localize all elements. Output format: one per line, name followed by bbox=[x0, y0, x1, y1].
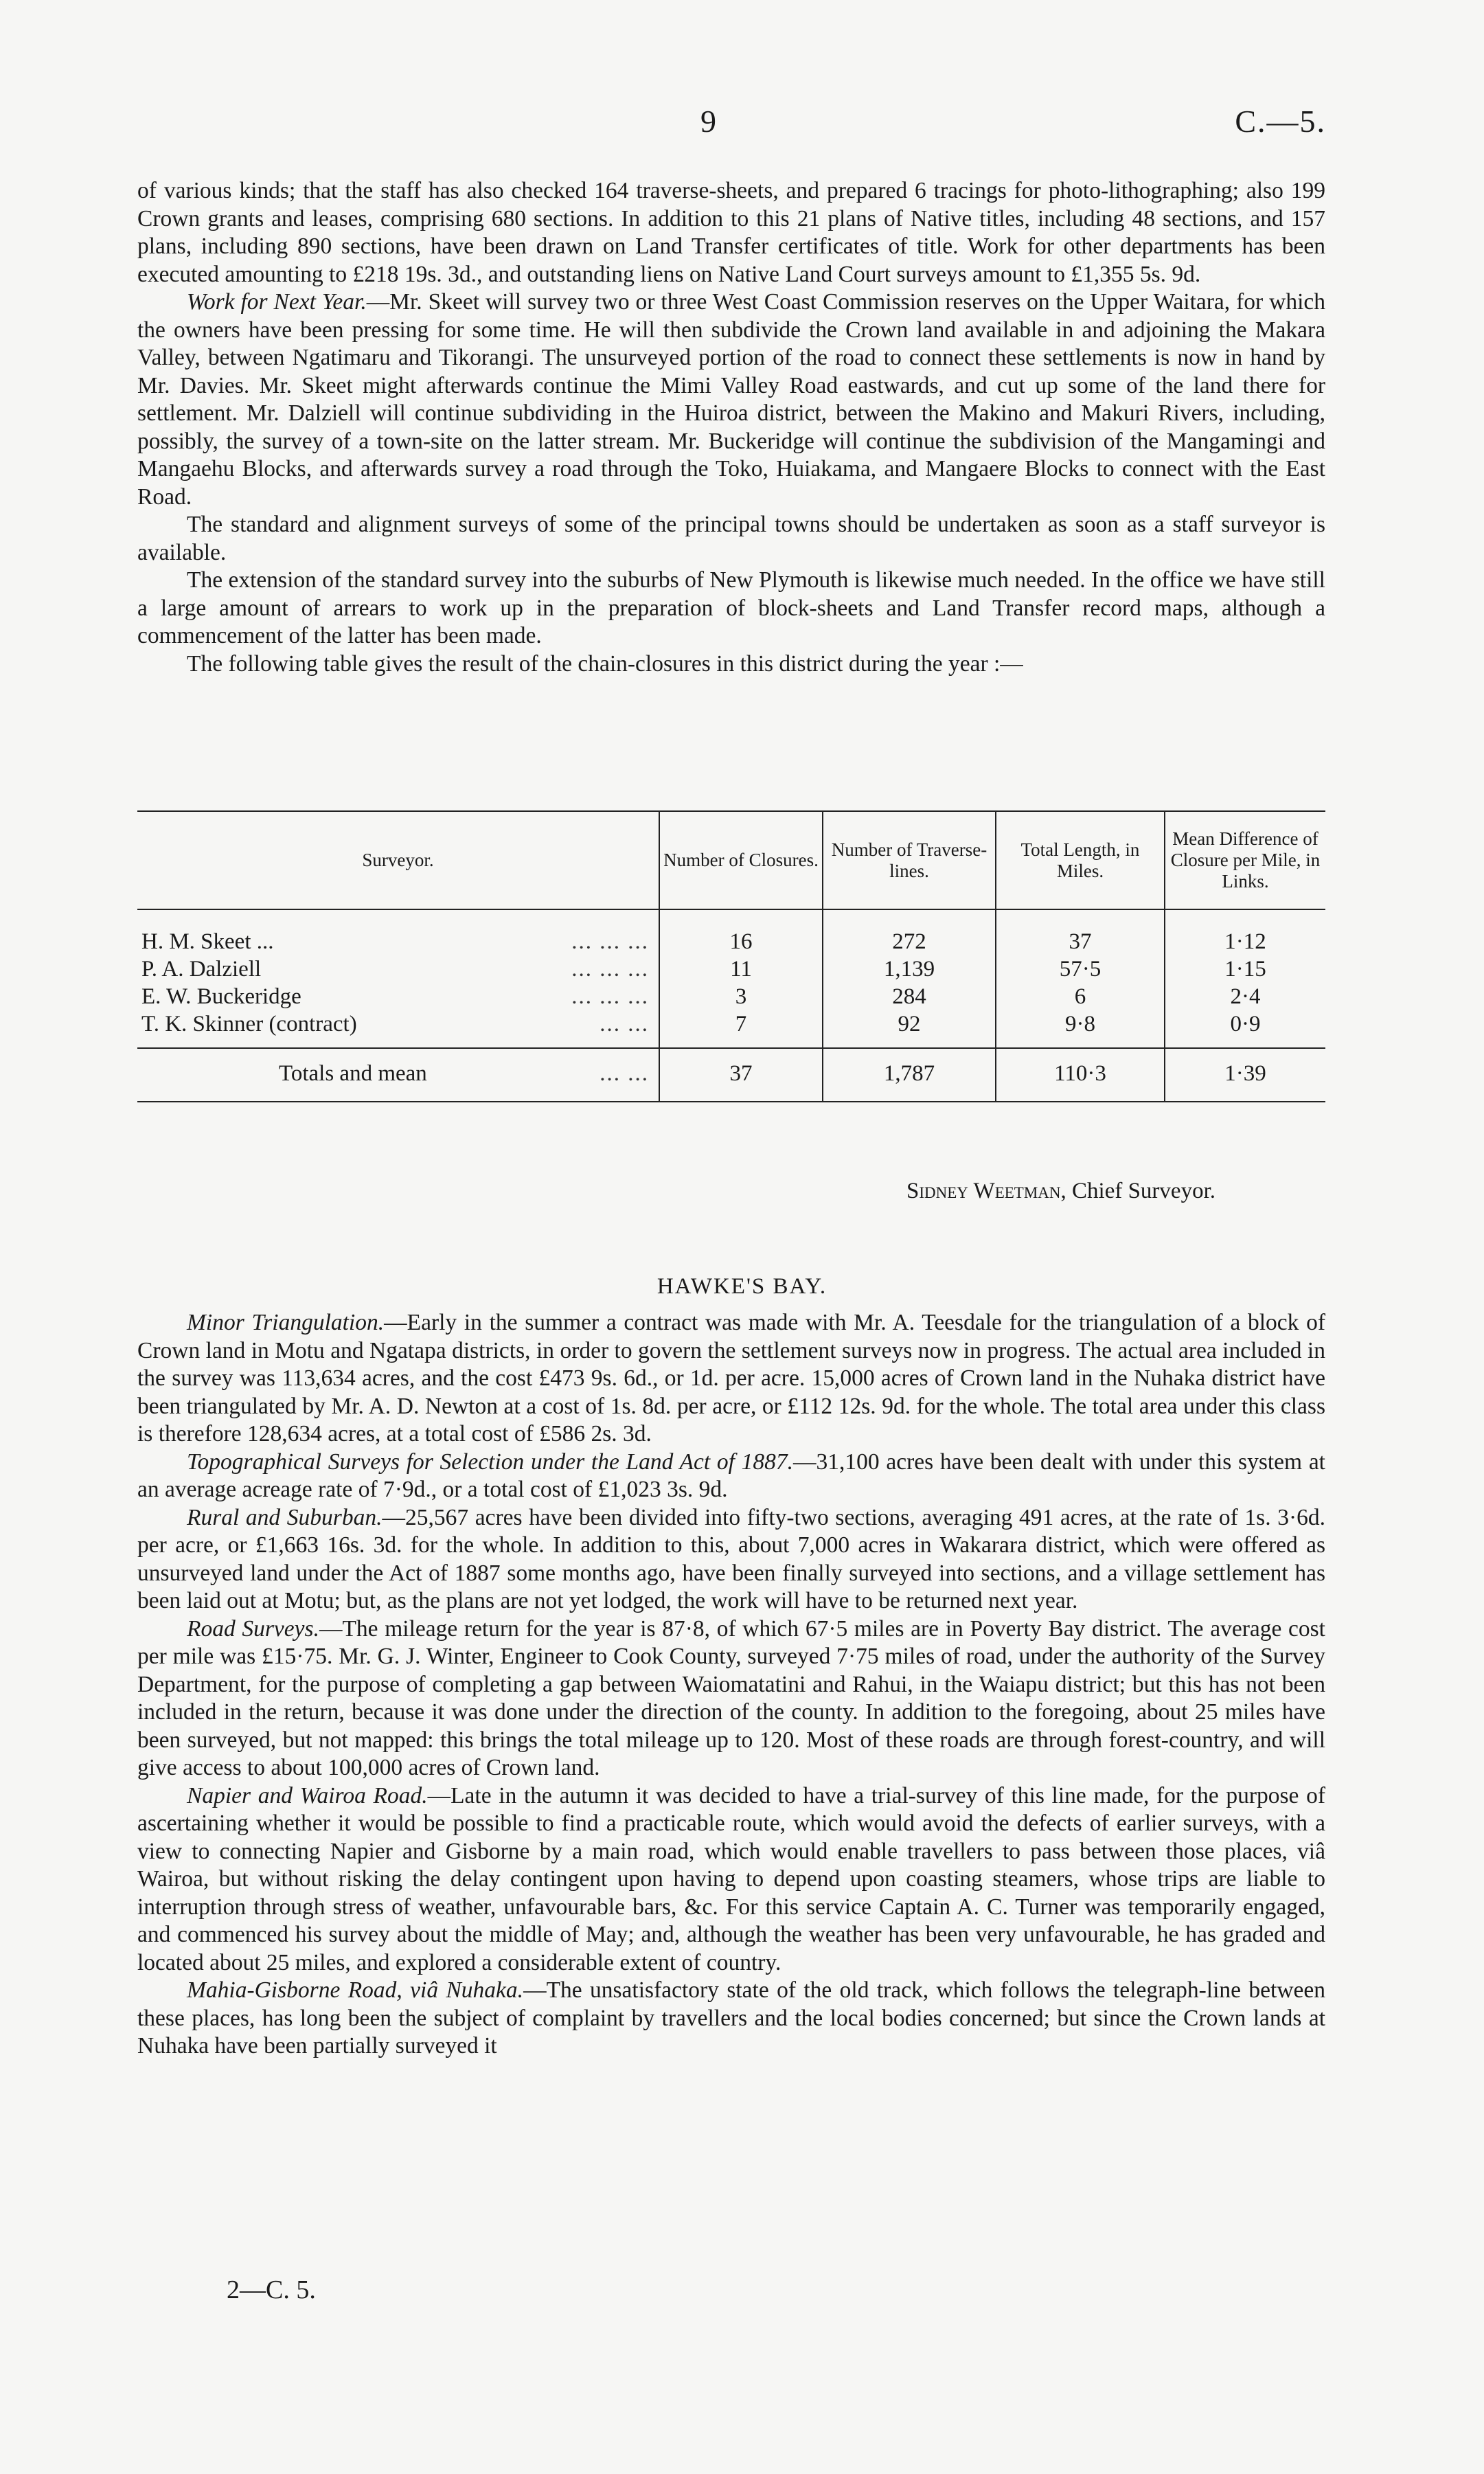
hb-paragraph-text: —31,100 acres have been dealt with under this system at an average acreage rate of 7·9d., or a total cost of £1,023 3s. 9d. bbox=[137, 1449, 1325, 1502]
header-traverse-lines: Number of Traverse-lines. bbox=[823, 811, 996, 909]
hb-paragraph-heading: Minor Triangulation. bbox=[187, 1310, 385, 1335]
table-row bbox=[137, 983, 1325, 1010]
hb-paragraph bbox=[137, 1309, 1325, 1449]
chain-closures-table-wrap bbox=[137, 810, 1325, 1102]
hb-paragraph-text: —Early in the summer a contract was made with Mr. A. Teesdale for the triangulation of a block of Crown land in Motu and Ngatapa districts, in order to govern the settlement surveys now in progress. The actual area included in the survey was 113,634 acres, and the cost £473 9s. 6d., or 1d. per acre. 15,000 acres of Crown land in the Nuhaka district have been triangulated by Mr. A. D. Newton at a cost of 1s. 8d. per acre, or £112 12s. 9d. for the whole. The total area under this class is therefore 128,634 acres, at a total cost of £586 2s. 3d. bbox=[137, 1310, 1325, 1446]
length-cell: 9·8 bbox=[996, 1010, 1165, 1048]
traverse-cell: 284 bbox=[823, 983, 996, 1010]
mean-cell: 2·4 bbox=[1165, 983, 1325, 1010]
hb-paragraph bbox=[137, 1449, 1325, 1504]
length-cell: 37 bbox=[996, 909, 1165, 955]
traverse-cell: 1,139 bbox=[823, 955, 996, 983]
page-number: 9 bbox=[700, 104, 716, 139]
hawkes-bay-text-block bbox=[137, 1309, 1325, 2061]
header-mean-difference: Mean Difference of Closure per Mile, in Links. bbox=[1165, 811, 1325, 909]
page-header bbox=[0, 103, 1484, 144]
totals-row bbox=[137, 1048, 1325, 1102]
mean-cell: 1·12 bbox=[1165, 909, 1325, 955]
surveyor-name: T. K. Skinner (contract) bbox=[141, 1012, 357, 1036]
totals-length: 110·3 bbox=[996, 1048, 1165, 1102]
totals-mean: 1·39 bbox=[1165, 1048, 1325, 1102]
surveyor-name: P. A. Dalziell bbox=[141, 957, 262, 981]
work-next-year-paragraph bbox=[137, 288, 1325, 511]
hb-paragraph-text: —25,567 acres have been divided into fifty-two sections, averaging 491 acres, at the rate of 1s. 3·6d. per acre, or £1,663 16s. 3d. for the whole. In addition to this, about 7,000 acres in Wakarara district, which were offered as unsurveyed land under the Act of 1887 some months ago, have been finally surveyed into sections, and a village settlement has been laid out at Motu; but, as the plans are not yet lodged, the work will have to be returned next year. bbox=[137, 1504, 1325, 1613]
leader-dots: ... ... bbox=[600, 1061, 649, 1086]
closures-cell: 11 bbox=[659, 955, 823, 983]
hb-paragraph-text: —The mileage return for the year is 87·8, of which 67·5 miles are in Poverty Bay district. The average cost per mile was £15·75. Mr. G. J. Winter, Engineer to Cook County, surveyed 7·75 miles of road, under the authority of the Survey Department, for the purpose of completing a gap between Waiomatatini and Rahui, in the Waiapu district; but this has not been included in the return, because it was done under the direction of the county. In addition to the foregoing, about 25 miles have been surveyed, but not mapped: this brings the total mileage up to 120. Most of these roads are through forest-country, and will give access to about 100,000 acres of Crown land. bbox=[137, 1615, 1325, 1780]
hb-paragraph-heading: Topographical Surveys for Selection under the Land Act of 1887. bbox=[187, 1449, 794, 1475]
totals-closures: 37 bbox=[659, 1048, 823, 1102]
chain-closures-table bbox=[137, 810, 1325, 1102]
totals-label: Totals and mean bbox=[279, 1061, 427, 1086]
upper-text-block bbox=[137, 177, 1325, 678]
hb-paragraph-heading: Mahia-Gisborne Road, viâ Nuhaka. bbox=[187, 1977, 524, 2003]
leader-dots: ... ... bbox=[600, 1012, 649, 1036]
closures-cell: 7 bbox=[659, 1010, 823, 1048]
traverse-cell: 272 bbox=[823, 909, 996, 955]
header-surveyor: Surveyor. bbox=[362, 850, 434, 870]
hb-paragraph-text: —Late in the autumn it was decided to have a trial-survey of this line made, for the purpose of ascertaining whether it would be possible to find a practicable route, which would avoid the defects of earlier surveys, with a view to connecting Napier and Gisborne by a main road, which would enable travellers to pass between those places, viâ Wairoa, but without risking the delay contingent upon having to depend upon coasting steamers, whose trips are liable to interruption through stress of weather, unfavourable bars, &c. For this service Captain A. C. Turner was temporarily engaged, and commenced his survey about the middle of May; and, although the weather has been very unfavourable, he has graded and located about 25 miles, and explored a considerable extent of country. bbox=[137, 1782, 1325, 1975]
header-closures: Number of Closures. bbox=[659, 811, 823, 909]
closures-cell: 3 bbox=[659, 983, 823, 1010]
surveyor-name: H. M. Skeet ... bbox=[141, 929, 274, 954]
standard-survey-paragraph: The standard and alignment surveys of some of the principal towns should be undertaken as soon as a staff surveyor is available. bbox=[137, 512, 1325, 565]
length-cell: 57·5 bbox=[996, 955, 1165, 983]
surveyor-name: E. W. Buckeridge bbox=[141, 984, 301, 1009]
length-cell: 6 bbox=[996, 983, 1165, 1010]
table-row bbox=[137, 955, 1325, 983]
hb-paragraph-heading: Rural and Suburban. bbox=[187, 1504, 383, 1530]
totals-traverse: 1,787 bbox=[823, 1048, 996, 1102]
work-next-year-text: —Mr. Skeet will survey two or three West Coast Commission reserves on the Upper Waitara, for which the owners have been pressing for some time. He will then subdivide the Crown land available in and adjoining the Makara Valley, between Ngatimaru and Tikorangi. The unsurveyed portion of the road to connect these settlements is now in hand by Mr. Davies. Mr. Skeet might afterwards continue the Mimi Valley Road eastwards, and cut up some of the land there for settlement. Mr. Dalziell will continue subdividing in the Huiroa district, between the Makino and Makuri Rivers, including, possibly, the survey of a town-site on the latter stream. Mr. Buckeridge will continue the subdivision of the Mangamingi and Mangaehu Blocks, and afterwards survey a road through the Toko, Huiakama, and Mangaere Blocks to connect with the East Road. bbox=[137, 289, 1326, 510]
closures-cell: 16 bbox=[659, 909, 823, 955]
hb-paragraph bbox=[137, 1615, 1325, 1782]
work-next-year-heading: Work for Next Year. bbox=[187, 289, 367, 315]
table-row bbox=[137, 1010, 1325, 1048]
document-code: C.—5. bbox=[1235, 104, 1326, 139]
section-title-hawkes-bay: HAWKE'S BAY. bbox=[657, 1274, 827, 1299]
table-intro-paragraph: The following table gives the result of the chain-closures in this district during the year :— bbox=[187, 650, 1023, 677]
header-total-length: Total Length, in Miles. bbox=[996, 811, 1165, 909]
traverse-cell: 92 bbox=[823, 1010, 996, 1048]
leader-dots: ... ... ... bbox=[571, 957, 649, 981]
signature-line bbox=[137, 1179, 1325, 1204]
table-row bbox=[137, 909, 1325, 955]
mean-cell: 1·15 bbox=[1165, 955, 1325, 983]
signature-code-footer: 2—C. 5. bbox=[227, 2276, 316, 2304]
hb-paragraph-text: —The unsatisfactory state of the old track, which follows the telegraph-line between these places, has long been the subject of complaint by travellers and the local bodies concerned; but since the Crown lands at Nuhaka have been partially surveyed it bbox=[137, 1977, 1325, 2058]
hb-paragraph-heading: Road Surveys. bbox=[187, 1615, 319, 1642]
signature-title: , Chief Surveyor. bbox=[1060, 1179, 1215, 1203]
extension-paragraph: The extension of the standard survey into the suburbs of New Plymouth is likewise much needed. In the office we have still a large amount of arrears to work up in the preparation of block-sheets and Land Transfer record maps, although a commencement of the latter has been made. bbox=[137, 567, 1325, 648]
hb-paragraph-heading: Napier and Wairoa Road. bbox=[187, 1782, 428, 1808]
leader-dots: ... ... ... bbox=[571, 929, 649, 954]
signature-name: Sidney Weetman bbox=[906, 1179, 1061, 1203]
leader-dots: ... ... ... bbox=[571, 984, 649, 1009]
intro-paragraph: of various kinds; that the staff has also checked 164 traverse-sheets, and prepared 6 tracings for photo-lithographing; also 199 Crown grants and leases, comprising 680 sections. In addition to this 21 plans of Native titles, including 48 sections, and 157 plans, including 890 sections, have been drawn on Land Transfer certificates of title. Work for other departments has been executed amounting to £218 19s. 3d., and outstanding liens on Native Land Court surveys amount to £1,355 5s. 9d. bbox=[137, 178, 1325, 287]
hb-paragraph bbox=[137, 1977, 1325, 2061]
hb-paragraph bbox=[137, 1782, 1325, 1977]
hb-paragraph bbox=[137, 1504, 1325, 1615]
table-header-row bbox=[137, 811, 1325, 909]
mean-cell: 0·9 bbox=[1165, 1010, 1325, 1048]
